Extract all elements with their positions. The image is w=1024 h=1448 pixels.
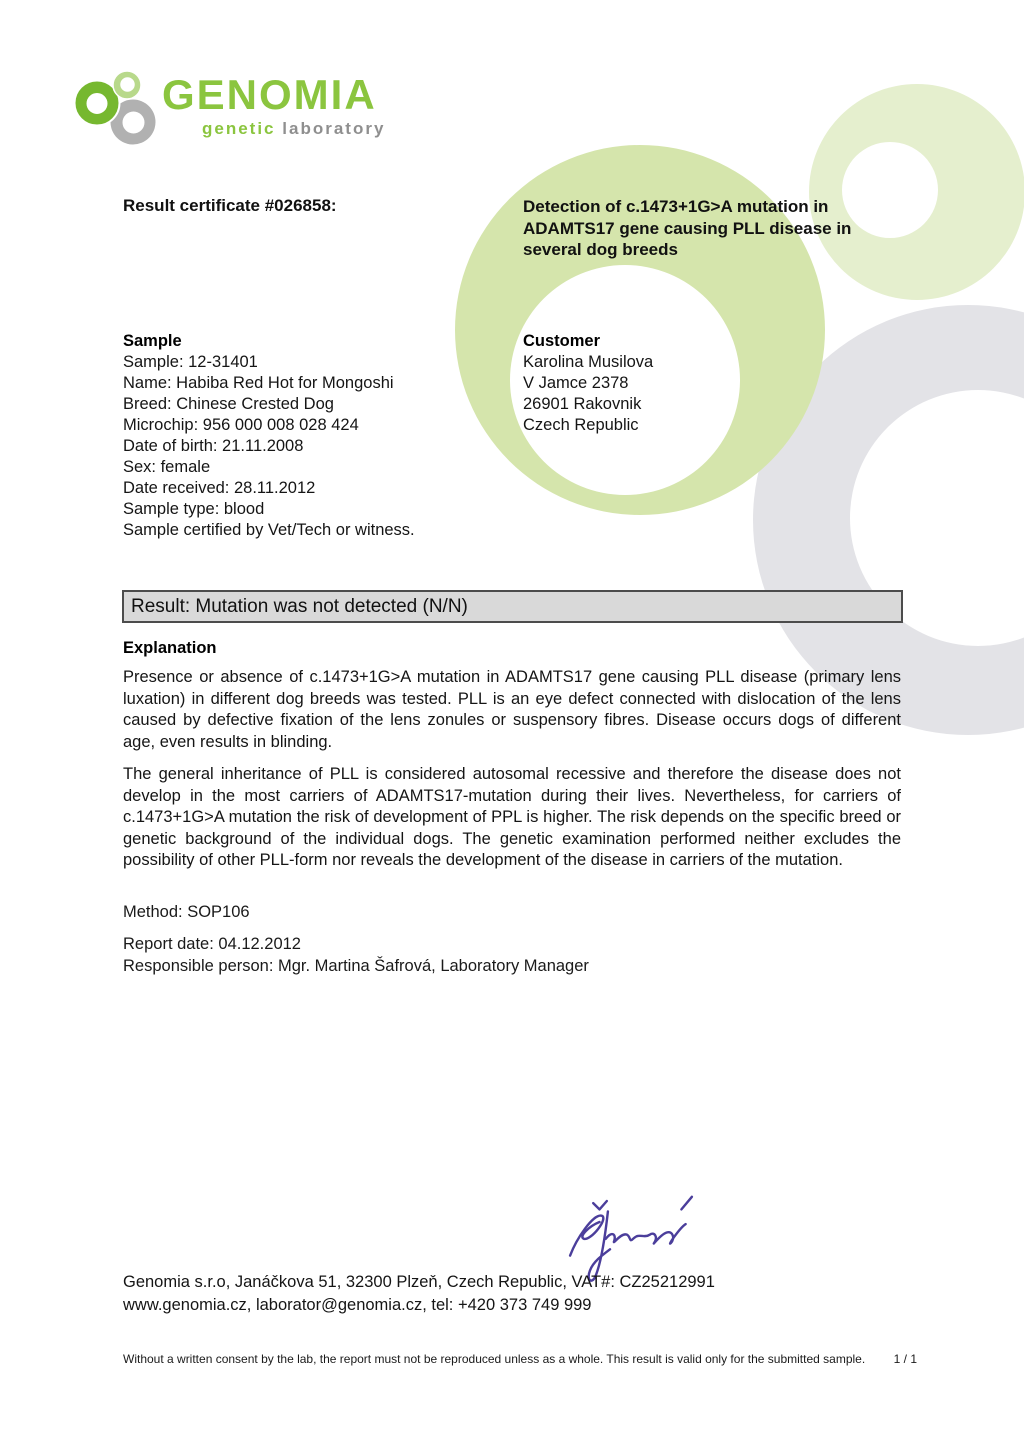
sample-heading: Sample — [123, 332, 182, 350]
sample-id-line: Sample: 12-31401 — [123, 353, 258, 371]
test-title-line: several dog breeds — [523, 240, 678, 259]
sample-type-line: Sample type: blood — [123, 500, 265, 518]
sample-certified-line: Sample certified by Vet/Tech or witness. — [123, 521, 415, 539]
certificate-number-label: Result certificate #026858: — [123, 196, 337, 215]
explanation-paragraph-1: Presence or absence of c.1473+1G>A mutation in ADAMTS17 gene causing PLL disease (primary lens luxation) in different dog breeds was tested. PLL is an eye defect connected with dislocation of the lens caused by defective fixation of the lens zonules or suspensory fibres. Disease occurs dogs of different age, even results in blinding. — [123, 668, 901, 751]
test-title — [523, 196, 873, 261]
bg-light-green-ring — [809, 84, 1024, 300]
report-date-line: Report date: 04.12.2012 — [123, 935, 301, 953]
customer-heading: Customer — [523, 332, 601, 350]
company-address — [123, 1271, 715, 1316]
sample-received-line: Date received: 28.11.2012 — [123, 479, 316, 497]
page-number: 1 / 1 — [893, 1352, 917, 1366]
address-line-1: Genomia s.r.o, Janáčkova 51, 32300 Plzeň, Czech Republic, VAT#: CZ25212991 — [123, 1273, 715, 1291]
logo-tagline — [202, 119, 385, 139]
method-line: Method: SOP106 — [123, 903, 250, 921]
sample-birthdate-line: Date of birth: 21.11.2008 — [123, 437, 304, 455]
logo-tagline-laboratory: laboratory — [282, 119, 386, 138]
customer-country-line: Czech Republic — [523, 416, 639, 434]
sample-breed-line: Breed: Chinese Crested Dog — [123, 395, 334, 413]
result-bar: Result: Mutation was not detected (N/N) — [122, 590, 903, 623]
customer-city-line: 26901 Rakovnik — [523, 395, 642, 413]
customer-street-line: V Jamce 2378 — [523, 374, 629, 392]
disclaimer-text: Without a written consent by the lab, the report must not be reproduced unless as a whole. This result is valid only for the submitted sample. — [123, 1352, 866, 1366]
explanation-heading: Explanation — [123, 639, 217, 657]
address-line-2: www.genomia.cz, laborator@genomia.cz, tel: +420 373 749 999 — [123, 1295, 592, 1314]
signature-image — [556, 1180, 706, 1285]
logo-wordmark: GENOMIA — [162, 71, 377, 118]
sample-microchip-line: Microchip: 956 000 008 028 424 — [123, 416, 359, 434]
test-title-line: Detection of c.1473+1G>A mutation in — [523, 197, 829, 216]
logo-tagline-genetic: genetic — [202, 119, 276, 138]
sample-name-line: Name: Habiba Red Hot for Mongoshi — [123, 374, 394, 392]
logo-light-green-ring — [113, 71, 141, 99]
customer-section — [523, 331, 653, 436]
report-details — [123, 933, 589, 977]
footer — [123, 1352, 917, 1366]
customer-name-line: Karolina Musilova — [523, 353, 654, 371]
test-title-line: ADAMTS17 gene causing PLL disease in — [523, 218, 852, 238]
responsible-person-line: Responsible person: Mgr. Martina Šafrová, Laboratory Manager — [123, 957, 589, 975]
sample-sex-line: Sex: female — [123, 458, 211, 476]
genomia-logo-icon — [70, 66, 165, 156]
sample-section — [123, 331, 415, 541]
explanation-paragraph-2: The general inheritance of PLL is considered autosomal recessive and therefore the disease does not develop in the most carriers of ADAMTS17-mutation during their lives. Nevertheless, for carriers of c.1473+1G>A mutation the risk of development of PPL is higher. The risk depends on the specific breed or genetic background of the individual dogs. The genetic examination performed neither excludes the possibility of other PLL-form nor reveals the development of the disease in carriers of the mutation. — [123, 765, 901, 869]
